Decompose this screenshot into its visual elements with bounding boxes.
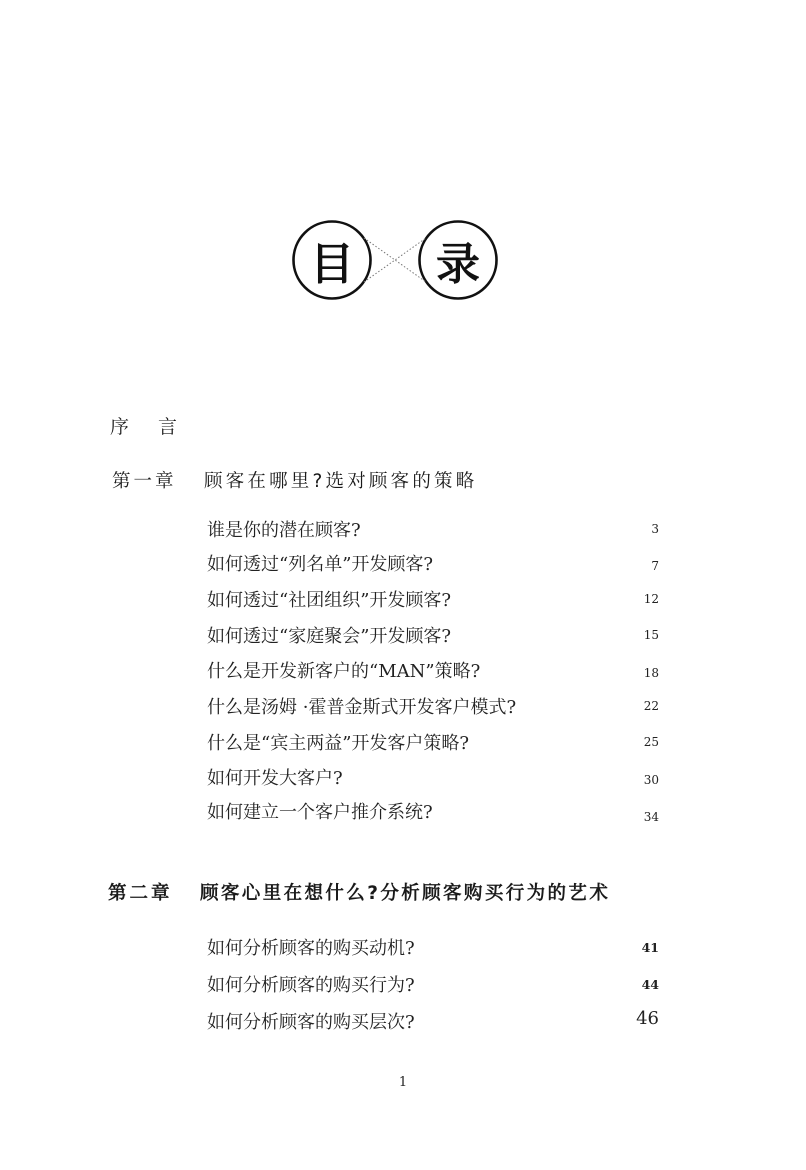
toc-entry — [207, 516, 659, 546]
toc-entry — [207, 971, 659, 1001]
entry-page: 18 — [643, 666, 659, 680]
entry-text: 谁是你的潜在顾客? — [207, 520, 361, 541]
entry-text: 如何透过“列名单”开发顾客? — [207, 554, 434, 575]
toc-entry — [207, 764, 659, 794]
chapter-title: 顾客心里在想什么?分析顾客购买行为的艺术 — [200, 883, 611, 904]
page-number: 1 — [398, 1075, 408, 1090]
chapter-heading — [112, 467, 477, 493]
entry-page: 22 — [643, 699, 659, 713]
toc-entry — [207, 657, 659, 687]
entry-text: 如何分析顾客的购买行为? — [207, 975, 415, 996]
toc-title-emblem — [290, 218, 500, 302]
toc-entry — [207, 729, 659, 759]
chapter-number: 第二章 — [108, 883, 173, 904]
entry-page: 41 — [641, 940, 659, 955]
entry-page: 30 — [643, 773, 659, 787]
entry-text: 如何透过“社团组织”开发顾客? — [207, 590, 452, 611]
entry-page: 44 — [641, 977, 659, 992]
entry-text: 如何分析顾客的购买层次? — [207, 1012, 415, 1033]
entry-text: 如何建立一个客户推介系统? — [207, 802, 433, 823]
entry-text: 什么是开发新客户的“MAN”策略? — [207, 661, 481, 682]
chapter-heading — [108, 879, 610, 905]
toc-entry — [207, 693, 659, 723]
entry-text: 如何开发大客户? — [207, 768, 343, 789]
toc-entry — [207, 550, 659, 580]
entry-text: 什么是汤姆 ·霍普金斯式开发客户模式? — [207, 697, 517, 718]
chapter-number: 第一章 — [112, 471, 177, 492]
toc-entry — [207, 934, 659, 964]
entry-page: 15 — [643, 628, 659, 642]
toc-entry — [207, 586, 659, 616]
entry-page: 3 — [651, 522, 659, 536]
toc-entry — [207, 1008, 659, 1038]
entry-page: 12 — [643, 592, 659, 606]
entry-text: 如何透过“家庭聚会”开发顾客? — [207, 626, 452, 647]
title-char-left: 目 — [310, 239, 354, 290]
entry-page: 34 — [643, 810, 659, 824]
toc-entry — [207, 622, 659, 652]
title-char-right: 录 — [436, 239, 480, 290]
preface-heading: 序言 — [110, 416, 207, 438]
entry-page: 25 — [643, 735, 659, 749]
chapter-title: 顾客在哪里?选对顾客的策略 — [204, 471, 478, 492]
entry-text: 如何分析顾客的购买动机? — [207, 938, 415, 959]
entry-page: 7 — [651, 559, 659, 573]
toc-entry — [207, 798, 659, 828]
entry-text: 什么是“宾主两益”开发客户策略? — [207, 733, 470, 754]
entry-page: 46 — [636, 1008, 659, 1029]
